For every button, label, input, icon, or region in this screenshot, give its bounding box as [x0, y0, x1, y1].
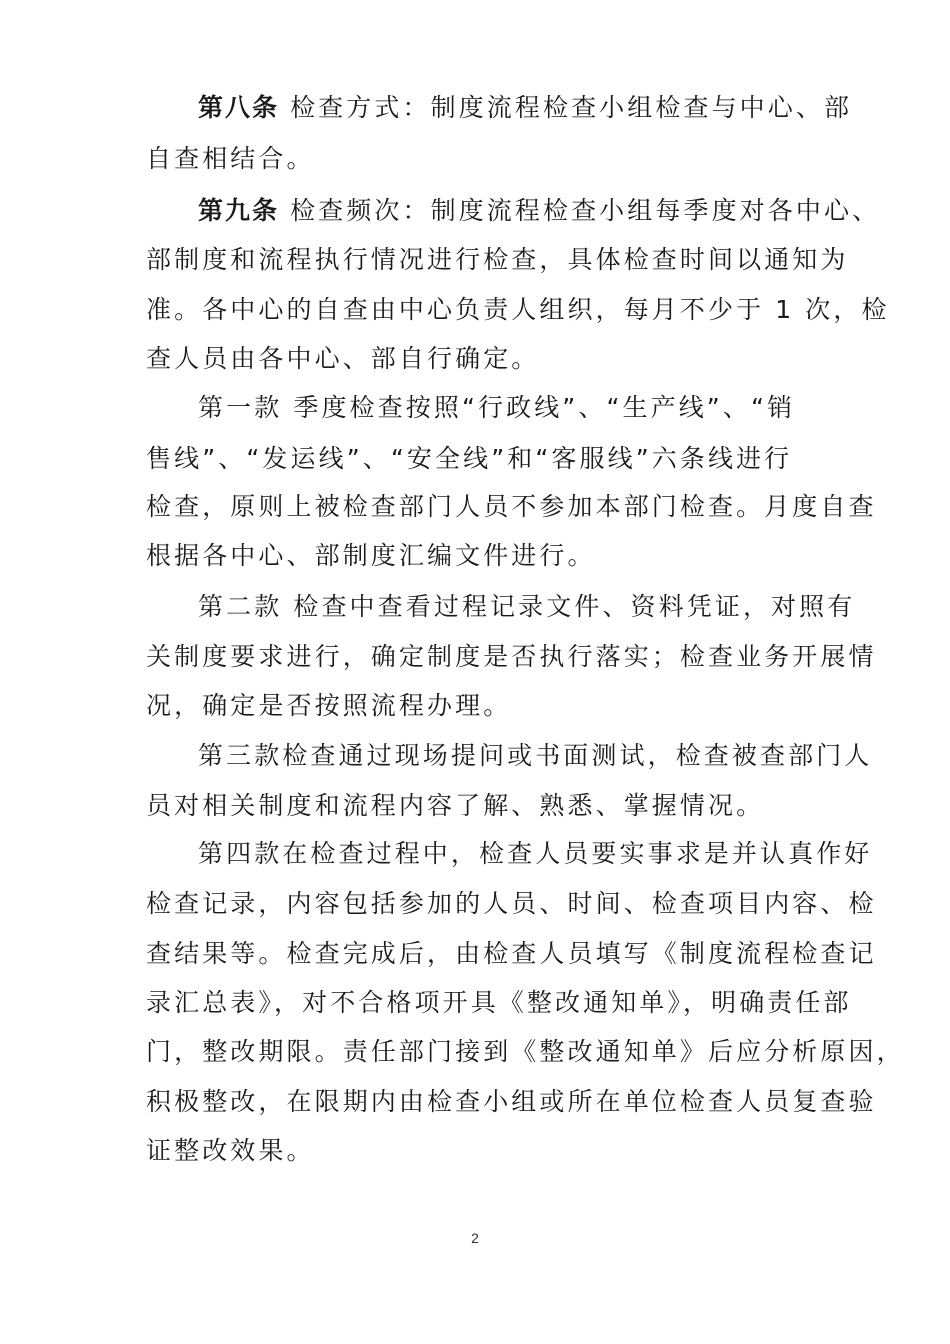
clause-1-line-1: 第一款 季度检查按照“行政线”、“生产线”、“销	[198, 393, 796, 422]
article-9-heading: 第九条	[198, 196, 280, 225]
article-8-text-1: 检查方式：制度流程检查小组检查与中心、部	[290, 93, 853, 122]
clause-4-line-7: 证整改效果。	[146, 1136, 315, 1165]
clause-2-line-2: 关制度要求进行，确定制度是否执行落实；检查业务开展情	[146, 642, 877, 671]
article-9-text-1: 检查频次：制度流程检查小组每季度对各中心、	[290, 196, 881, 225]
clause-4-line-5: 门，整改期限。责任部门接到《整改通知单》后应分析原因，	[146, 1037, 905, 1066]
clause-2-line-3: 况，确定是否按照流程办理。	[146, 691, 512, 720]
clause-1-line-3: 检查，原则上被检查部门人员不参加本部门检查。月度自查	[146, 492, 877, 521]
clause-3-line-1: 第三款检查通过现场提问或书面测试，检查被查部门人	[198, 741, 873, 770]
article-8-heading: 第八条	[198, 93, 280, 122]
article-9-line-4: 查人员由各中心、部自行确定。	[146, 344, 540, 373]
clause-1-line-2: 售线”、“发运线”、“安全线”和“客服线”六条线进行	[146, 444, 793, 473]
clause-3-line-2: 员对相关制度和流程内容了解、熟悉、掌握情况。	[146, 791, 765, 820]
article-8-line-2: 自查相结合。	[146, 144, 315, 173]
clause-2-line-1: 第二款 检查中查看过程记录文件、资料凭证，对照有	[198, 592, 856, 621]
clause-4-line-3: 查结果等。检查完成后，由检查人员填写《制度流程检查记	[146, 939, 877, 968]
article-8-line-1	[198, 92, 852, 124]
article-9-line-3: 准。各中心的自查由中心负责人组织，每月不少于 1 次，检	[146, 295, 890, 324]
clause-4-line-2: 检查记录，内容包括参加的人员、时间、检查项目内容、检	[146, 889, 877, 918]
clause-1-line-4: 根据各中心、部制度汇编文件进行。	[146, 541, 596, 570]
page-number: 2	[471, 1230, 479, 1246]
article-9-line-2: 部制度和流程执行情况进行检查，具体检查时间以通知为	[146, 245, 849, 274]
clause-4-line-1: 第四款在检查过程中，检查人员要实事求是并认真作好	[198, 839, 873, 868]
clause-4-line-4: 录汇总表》，对不合格项开具《整改通知单》，明确责任部	[146, 988, 852, 1017]
clause-4-line-6: 积极整改，在限期内由检查小组或所在单位检查人员复查验	[146, 1087, 877, 1116]
article-9-line-1	[198, 195, 880, 227]
